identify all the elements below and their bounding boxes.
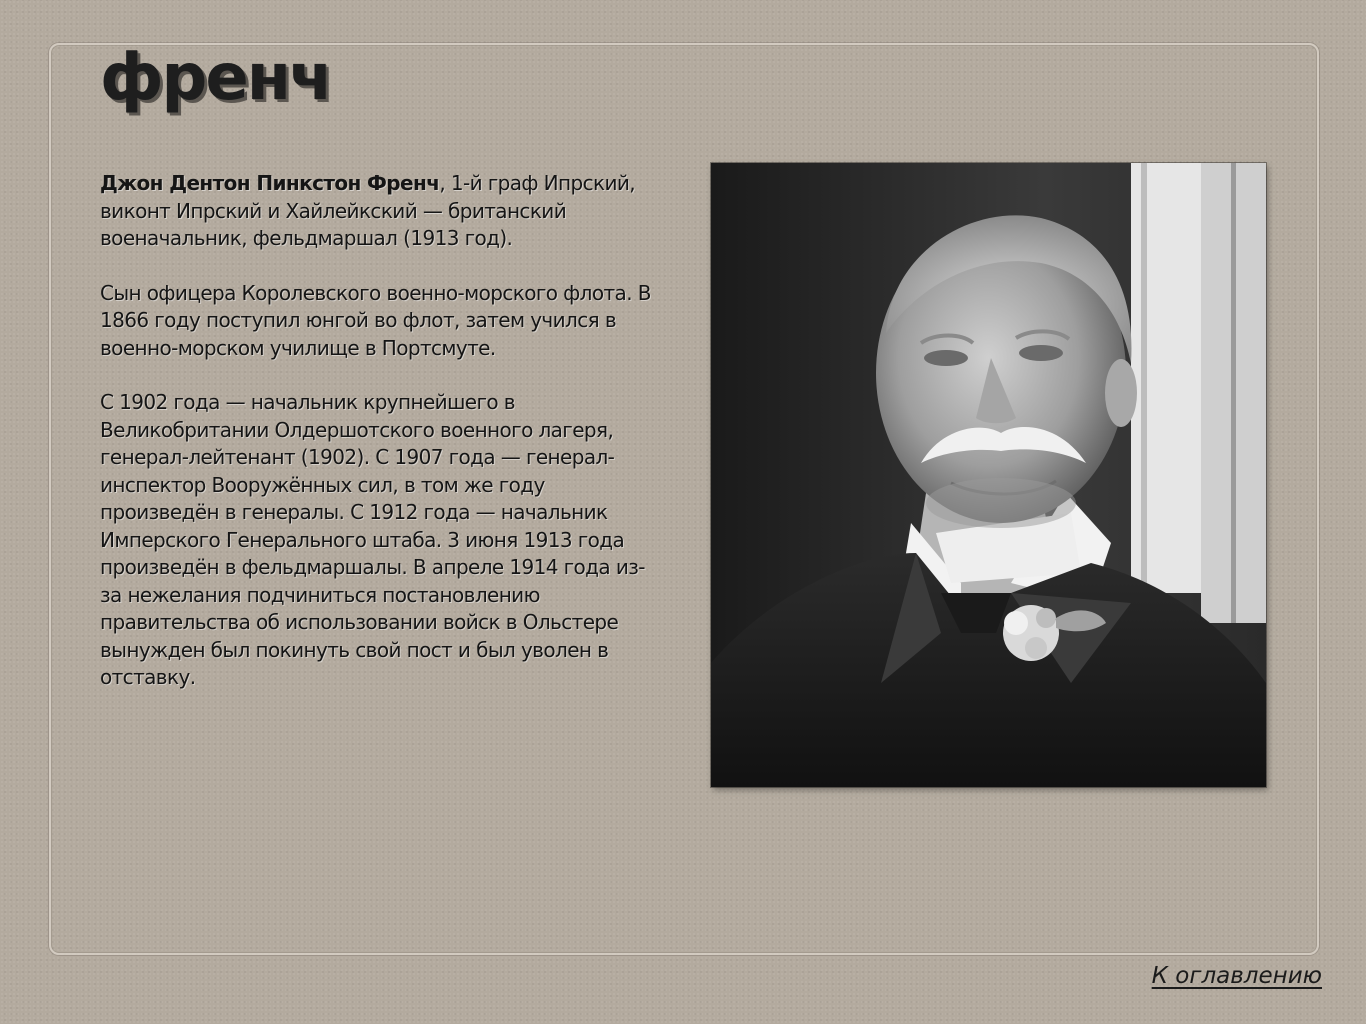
paragraph-intro	[100, 170, 660, 253]
intro-rest: , 1-й граф Ипрский, виконт Ипрский и Хайлейкский — британский военачальник, фельдмаршал (1913 год).	[100, 171, 636, 250]
table-of-contents-link[interactable]: К оглавлению	[1151, 963, 1322, 989]
paragraph-career: С 1902 года — начальник крупнейшего в Великобритании Олдершотского военного лагеря, генерал-лейтенант (1902). С 1907 года — генерал-инспектор Вооружённых сил, в том же году произведён в генералы. С 1912 года — начальник Имперского Генерального штаба. 3 июня 1913 года произведён в фельдмаршалы. В апреле 1914 года из-за нежелания подчиниться постановлению правительства об использовании войск в Ольстере вынужден был покинуть свой пост и был уволен в отставку.	[100, 390, 645, 689]
person-name: Джон Дентон Пинкстон Френч	[100, 171, 440, 195]
paragraph-early-life: Сын офицера Королевского военно-морского флота. В 1866 году поступил юнгой во флот, затем учился в военно-морском училище в Портсмуте.	[100, 280, 651, 360]
biography-text	[100, 170, 660, 719]
slide-title: френч	[100, 41, 331, 115]
portrait-photo	[711, 163, 1266, 787]
